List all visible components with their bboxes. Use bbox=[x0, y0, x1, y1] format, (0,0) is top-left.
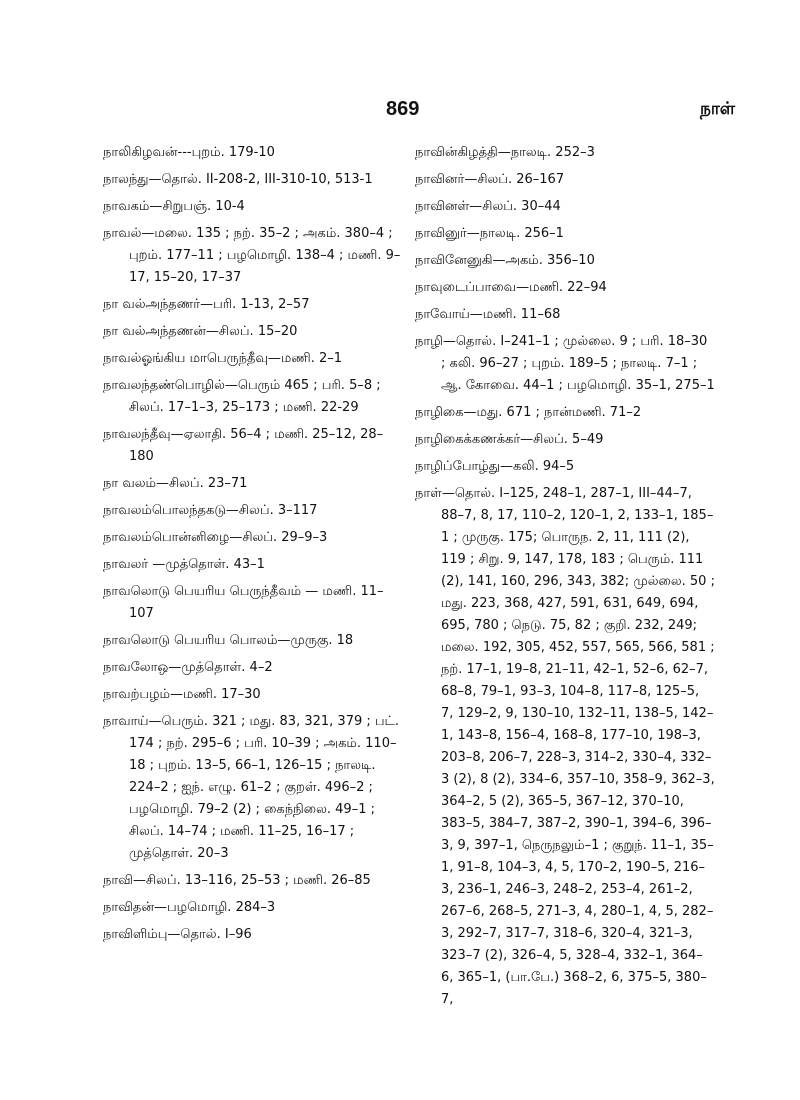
index-column-left bbox=[103, 142, 403, 951]
index-entry: நாவலந்தீவு—ஏலாதி. 56–4 ; மணி. 25–12, 28–180 bbox=[103, 427, 384, 464]
index-entry: நாவலர் —முத்தொள். 43–1 bbox=[103, 557, 265, 572]
index-entry: நாவலோஒ—முத்தொள். 4–2 bbox=[103, 660, 273, 675]
index-entry: நாள்—தொல். I–125, 248–1, 287–1, III–44–7, 88–7, 8, 17, 110–2, 120–1, 2, 133–1, 185–1 ; முருகு. 175; பொருந. 2, 11, 111 (2), 119 ; சிறு. 9, 147, 178, 183 ; பெரும். 111 (2), 141, 160, 296, 343, 382; முல்லை. 50 ; மது. 223, 368, 427, 591, 631, 649, 694, 695, 780 ; நெடு. 75, 82 ; குறி. 232, 249; மலை. 192, 305, 452, 557, 565, 566, 581 ; நற். 17–1, 19–8, 21–11, 42–1, 52–6, 62–7, 68–8, 79–1, 93–3, 104–8, 117–8, 125–5, 7, 129–2, 9, 130–10, 132–11, 138–5, 142–1, 143–8, 156–4, 168–8, 177–10, 198–3, 203–8, 206–7, 228–3, 314–2, 330–4, 332–3 (2), 8 (2), 334–6, 357–10, 358–9, 362–3, 364–2, 5 (2), 365–5, 367–12, 370–10, 383–5, 384–7, 387–2, 390–1, 394–6, 396–3, 9, 397–1, நெருநலும்–1 ; குறுந். 11–1, 35–1, 91–8, 104–3, 4, 5, 170–2, 190–5, 216–3, 236–1, 246–3, 248–2, 253–4, 261–2, 267–6, 268–5, 271–3, 4, 280–1, 4, 5, 282–3, 292–7, 317–7, 318–6, 320–4, 321–3, 323–7 (2), 326–4, 5, 328–4, 332–1, 364–6, 365–1, (பா.பே.) 368–2, 6, 375–5, 380–7, bbox=[415, 486, 715, 1007]
index-entry: நாவிதன்—பழமொழி. 284–3 bbox=[103, 900, 276, 915]
index-entry: நாழி—தொல். I–241–1 ; முல்லை. 9 ; பரி. 18–30 ; கலி. 96–27 ; புறம். 189–5 ; நாலடி. 7–1 ; ஆ. கோவை. 44–1 ; பழமொழி. 35–1, 275–1 bbox=[415, 334, 715, 393]
index-entry: நாவலம்பொலந்தகடு—சிலப். 3–117 bbox=[103, 503, 318, 518]
running-head: நாள் bbox=[700, 99, 736, 119]
index-entry: நாவினர்—சிலப். 26–167 bbox=[415, 172, 565, 187]
index-entry: நாவல்—மலை. 135 ; நற். 35–2 ; அகம். 380–4 ; புறம். 177–11 ; பழமொழி. 138–4 ; மணி. 9–17, 15–20, 17–37 bbox=[103, 226, 401, 285]
index-entry: நா வல்அந்தணர்—பரி. 1-13, 2–57 bbox=[103, 297, 310, 312]
index-entry: நா வலம்—சிலப். 23–71 bbox=[103, 476, 248, 491]
index-entry: நா வல்அந்தணன்—சிலப். 15–20 bbox=[103, 324, 298, 339]
index-entry: நாவினுர்—நாலடி. 256–1 bbox=[415, 226, 564, 241]
index-entry: நாவலம்பொன்னிழை—சிலப். 29–9–3 bbox=[103, 530, 328, 545]
index-entry: நாவோய்—மணி. 11–68 bbox=[415, 307, 561, 322]
index-entry: நாவினேனுகி—அகம். 356–10 bbox=[415, 253, 595, 268]
index-entry: நாவல்ஓங்கிய மாபெருந்தீவு—மணி. 2–1 bbox=[103, 351, 343, 366]
index-entry: நாலந்து—தொல். II-208-2, III-310-10, 513-1 bbox=[103, 172, 373, 187]
index-entry: நாவாய்—பெரும். 321 ; மது. 83, 321, 379 ; பட். 174 ; நற். 295–6 ; பரி. 10–39 ; அகம். 110–18 ; புறம். 13–5, 66–1, 126–15 ; நாலடி. 224–2 ; ஐந். எழு. 61–2 ; குறள். 496–2 ; பழமொழி. 79–2 (2) ; கைந்நிலை. 49–1 ; சிலப். 14–74 ; மணி. 11–25, 16–17 ; முத்தொள். 20–3 bbox=[103, 714, 400, 861]
index-entry: நாவற்பழம்—மணி. 17–30 bbox=[103, 687, 261, 702]
index-entry: நாவலொடு பெயரிய பெருந்தீவம் — மணி. 11–107 bbox=[103, 584, 384, 621]
index-entry: நாவகம்—சிறுபஞ். 10-4 bbox=[103, 199, 245, 214]
page-number: 869 bbox=[386, 98, 420, 120]
index-entry: நாவினள்—சிலப். 30–44 bbox=[415, 199, 561, 214]
index-entry: நாழிகை—மது. 671 ; நான்மணி. 71–2 bbox=[415, 405, 642, 420]
index-column-right bbox=[415, 142, 715, 1016]
index-entry: நாலிகிழவன்---புறம். 179-10 bbox=[103, 145, 275, 160]
index-entry: நாவிளிம்பு—தொல். I–96 bbox=[103, 927, 252, 942]
index-entry: நாவின்கிழத்தி—நாலடி. 252–3 bbox=[415, 145, 595, 160]
index-entry: நாவுடைப்பாவை—மணி. 22–94 bbox=[415, 280, 607, 295]
index-entry: நாவி—சிலப். 13–116, 25–53 ; மணி. 26–85 bbox=[103, 873, 371, 888]
index-entry: நாவலொடு பெயரிய பொலம்—முருகு. 18 bbox=[103, 633, 354, 648]
index-entry: நாழிகைக்கணக்கர்—சிலப். 5–49 bbox=[415, 432, 604, 447]
index-entry: நாழிப்போழ்து—கலி. 94–5 bbox=[415, 459, 575, 474]
index-entry: நாவலந்தண்பொழில்—பெரும் 465 ; பரி. 5–8 ; சிலப். 17–1–3, 25–173 ; மணி. 22-29 bbox=[103, 378, 381, 415]
